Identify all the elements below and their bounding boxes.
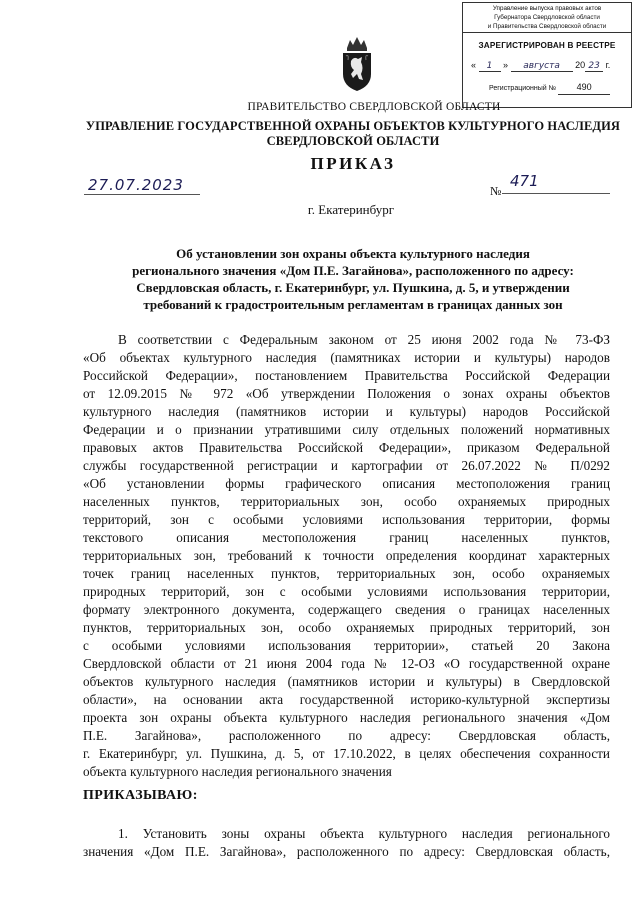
preamble-line: проекта зон охраны объекта культурного наследия регионального значения «Дом [83, 710, 610, 725]
registration-stamp [462, 2, 632, 108]
preamble-line: Свердловской области от 21 июня 2004 года № 12-ОЗ «О государственной охране [83, 656, 610, 671]
preamble-line: В соответствии с Федеральным законом от 25 июня 2002 года № 73-ФЗ [118, 332, 610, 347]
preamble-line: от 12.09.2015 № 972 «Об утверждении Положения о зонах охраны объектов [83, 386, 610, 401]
preamble-line: культурного наследия (памятников истории и культуры) народов Российской [83, 404, 610, 419]
stamp-header-line: Управление выпуска правовых актов [492, 5, 602, 12]
stamp-header-line: Губернатора Свердловской области [494, 13, 600, 21]
department-name-line: УПРАВЛЕНИЕ ГОСУДАРСТВЕННОЙ ОХРАНЫ ОБЪЕКТОВ КУЛЬТУРНОГО НАСЛЕДИЯ [85, 119, 621, 133]
stamp-reg-number-field [558, 82, 610, 95]
stamp-quote-close: » [503, 60, 509, 70]
preamble-line: П.Е. Загайнова», расположенного по адресу: Свердловская область, [83, 728, 610, 743]
preamble-line: «Об объектах культурного наследия (памятниках истории и культуры) народов [83, 350, 610, 365]
preamble-line: точек границ населенных пунктов, территориальных зон, особо охраняемых [83, 566, 610, 581]
preamble-line: территориальных зон, требований к точности определения координат характерных [83, 548, 610, 563]
stamp-header [463, 3, 631, 33]
stamp-month: августа [523, 61, 560, 71]
title-line: Об установлении зон охраны объекта культурного наследия [176, 246, 530, 261]
stamp-quote-open: « [471, 60, 477, 70]
preamble-line: объектов культурного наследия (памятников истории и культуры) в Свердловской [83, 674, 610, 689]
preamble-line: объекта культурного наследия регионального значения [83, 764, 392, 779]
preamble-line: природных территорий, зон с особыми условиями использования территории, [83, 584, 610, 599]
order-word: ПРИКАЗЫВАЮ: [83, 788, 198, 803]
preamble-line: правовых актов Правительства Российской Федерации», приказом Федеральной [83, 440, 610, 455]
preamble-line: службы государственной регистрации и картографии от 26.07.2022 № П/0292 [83, 458, 610, 473]
preamble-line: г. Екатеринбург, ул. Пушкина, д. 5, от 17.10.2022, в целях обеспечения сохранности [83, 746, 610, 761]
number-underline [502, 193, 610, 194]
preamble-line: Российской Федерации», постановлением Правительства Российской Федерации [83, 368, 610, 383]
preamble-line: «Об установлении формы графического описания местоположения границ [83, 476, 610, 491]
stamp-registered-label: ЗАРЕГИСТРИРОВАН В РЕЕСТРЕ [478, 41, 616, 50]
preamble-line: области», на основании акта государственной историко-культурной экспертизы [83, 692, 610, 707]
document-date: 27.07.2023 [88, 176, 184, 194]
stamp-reg-number [489, 82, 631, 95]
title-line: регионального значения «Дом П.Е. Загайнова», расположенного по адресу: [132, 263, 574, 278]
preamble-line: с особыми условиями использования территории», статьей 20 Закона [83, 638, 610, 653]
city: г. Екатеринбург [307, 202, 395, 217]
stamp-year-prefix: 20 [575, 60, 586, 70]
preamble-line: территорий, зон с особыми условиями использования территории, формы [83, 512, 610, 527]
stamp-month-field [511, 60, 573, 72]
preamble-line: текстового описания местоположения границ населенных пунктов, [83, 530, 610, 545]
government-name: ПРАВИТЕЛЬСТВО СВЕРДЛОВСКОЙ ОБЛАСТИ [247, 101, 501, 113]
preamble-line: Федерации и о признании утратившими силу отдельных положений нормативных [83, 422, 610, 437]
department-name-line: СВЕРДЛОВСКОЙ ОБЛАСТИ [266, 134, 440, 148]
document-number: 471 [510, 172, 539, 190]
point-line: 1. Установить зоны охраны объекта культурного наследия регионального [118, 826, 610, 841]
coat-of-arms-icon [339, 34, 375, 94]
stamp-reg-number-label: Регистрационный № [489, 85, 557, 92]
preamble-line: населенных пунктов, территориальных зон, особо охраняемых природных [83, 494, 610, 509]
stamp-reg-number-value: 490 [576, 82, 592, 92]
stamp-day: 1 [486, 61, 493, 71]
stamp-year-field [585, 60, 603, 72]
stamp-header-line: и Правительства Свердловской области [487, 22, 607, 30]
preamble-line: пунктов, территориальных зон, особо охраняемых природных территорий, зон [83, 620, 610, 635]
title-line: требований к градостроительным регламентам в границах данных зон [143, 297, 563, 312]
stamp-date [471, 60, 631, 72]
date-underline [84, 194, 200, 195]
stamp-day-field [479, 60, 501, 72]
stamp-year-unit: г. [605, 60, 611, 70]
title-line: Свердловская область, г. Екатеринбург, ул. Пушкина, д. 5, и утверждении [136, 280, 570, 295]
document-type: ПРИКАЗ [310, 154, 396, 173]
stamp-year-suffix: 23 [588, 61, 600, 71]
number-label: № [490, 184, 502, 198]
preamble-line: формату электронного документа, содержащего сведения о границах населенных [83, 602, 610, 617]
point-line: значения «Дом П.Е. Загайнова», расположенного по адресу: Свердловская область, [83, 844, 610, 859]
